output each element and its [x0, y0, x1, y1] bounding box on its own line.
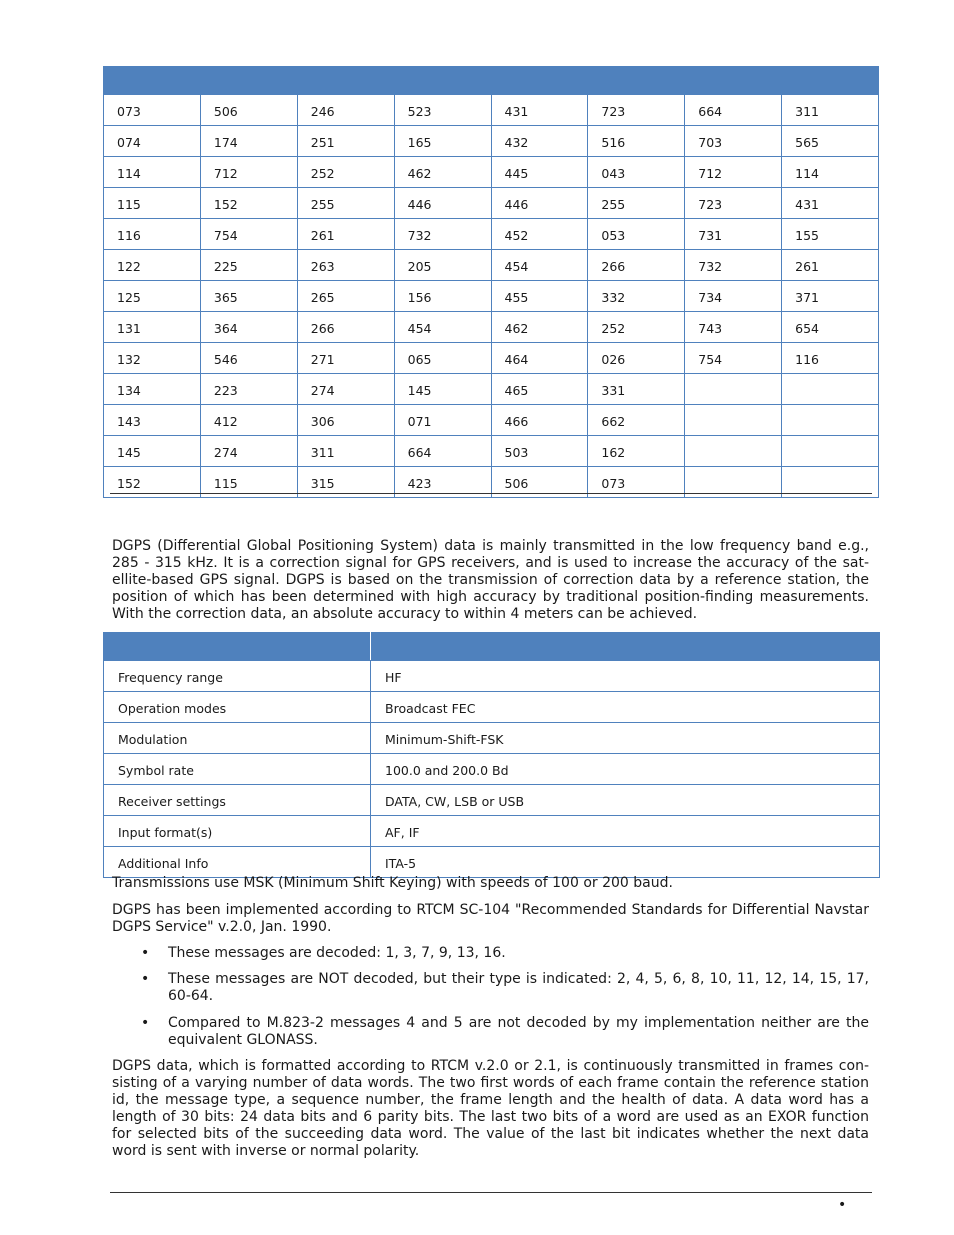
- table-cell: 261: [297, 219, 394, 250]
- table-cell: 462: [394, 157, 491, 188]
- codes-table-header-cell: [104, 67, 879, 95]
- table-cell: 134: [104, 374, 201, 405]
- table-row: [104, 405, 879, 436]
- msk-paragraph: Transmissions use MSK (Minimum Shift Keying) with speeds of 100 or 200 baud.: [112, 875, 673, 891]
- table-cell: 145: [394, 374, 491, 405]
- table-cell: 165: [394, 126, 491, 157]
- table-cell: 723: [588, 95, 685, 126]
- table-cell: 432: [491, 126, 588, 157]
- bullet-icon: •: [141, 945, 150, 961]
- table-cell: 246: [297, 95, 394, 126]
- param-label: Receiver settings: [104, 785, 371, 816]
- table-cell: 664: [394, 436, 491, 467]
- table-cell: 452: [491, 219, 588, 250]
- list-item-text: These messages are decoded: 1, 3, 7, 9, 13, 16.: [168, 945, 506, 961]
- param-value: 100.0 and 200.0 Bd: [371, 754, 880, 785]
- table-cell: 371: [782, 281, 879, 312]
- table-row: [104, 219, 879, 250]
- table-row: [104, 95, 879, 126]
- table-cell: 364: [200, 312, 297, 343]
- table-cell: 431: [782, 188, 879, 219]
- table-cell: 315: [297, 467, 394, 498]
- table-cell: 043: [588, 157, 685, 188]
- table-cell: 731: [685, 219, 782, 250]
- table-cell: 565: [782, 126, 879, 157]
- params-table-body: [104, 661, 880, 878]
- table-cell: 446: [491, 188, 588, 219]
- codes-table-header: [104, 67, 879, 95]
- param-label: Operation modes: [104, 692, 371, 723]
- rtcm-paragraph: DGPS has been implemented according to RTCM SC-104 "Recommended Standards for Differential Navstar DGPS Service" v.2.0, Jan. 1990.: [112, 902, 869, 935]
- table-cell: 662: [588, 405, 685, 436]
- table-row: [104, 281, 879, 312]
- footer-page-marker: •: [838, 1197, 847, 1213]
- section-divider: [110, 493, 872, 494]
- table-cell: 255: [297, 188, 394, 219]
- table-cell: 266: [588, 250, 685, 281]
- params-header-cell-left: [104, 633, 371, 661]
- table-cell: 073: [104, 95, 201, 126]
- codes-table: [103, 66, 879, 498]
- table-cell: 546: [200, 343, 297, 374]
- table-cell: 306: [297, 405, 394, 436]
- table-cell: 263: [297, 250, 394, 281]
- table-cell: 073: [588, 467, 685, 498]
- table-cell: 462: [491, 312, 588, 343]
- table-cell: 122: [104, 250, 201, 281]
- param-label: Symbol rate: [104, 754, 371, 785]
- table-cell: 261: [782, 250, 879, 281]
- table-row: [104, 157, 879, 188]
- table-cell: 734: [685, 281, 782, 312]
- table-cell: 516: [588, 126, 685, 157]
- bullet-icon: •: [141, 971, 150, 987]
- table-cell: 152: [104, 467, 201, 498]
- table-cell: 454: [394, 312, 491, 343]
- table-cell: 431: [491, 95, 588, 126]
- param-value: Broadcast FEC: [371, 692, 880, 723]
- table-cell: 252: [588, 312, 685, 343]
- table-cell: 156: [394, 281, 491, 312]
- table-cell: 271: [297, 343, 394, 374]
- table-cell: 506: [491, 467, 588, 498]
- table-row: [104, 785, 880, 816]
- table-cell: [782, 405, 879, 436]
- table-cell: [782, 374, 879, 405]
- table-cell: 445: [491, 157, 588, 188]
- param-value: Minimum-Shift-FSK: [371, 723, 880, 754]
- param-label: Modulation: [104, 723, 371, 754]
- params-header-cell-right: [371, 633, 880, 661]
- table-cell: 503: [491, 436, 588, 467]
- param-value: ITA-5: [371, 847, 880, 878]
- table-cell: [782, 436, 879, 467]
- param-value: HF: [371, 661, 880, 692]
- footer-divider: [110, 1192, 872, 1193]
- table-cell: 754: [685, 343, 782, 374]
- list-item: [112, 945, 869, 962]
- table-row: [104, 312, 879, 343]
- table-row: [104, 126, 879, 157]
- table-cell: 712: [200, 157, 297, 188]
- param-value: AF, IF: [371, 816, 880, 847]
- table-cell: 071: [394, 405, 491, 436]
- table-cell: 162: [588, 436, 685, 467]
- table-row: [104, 343, 879, 374]
- table-cell: [685, 374, 782, 405]
- param-value: DATA, CW, LSB or USB: [371, 785, 880, 816]
- table-row: [104, 436, 879, 467]
- table-row: [104, 692, 880, 723]
- table-row: [104, 250, 879, 281]
- table-cell: 455: [491, 281, 588, 312]
- table-row: [104, 661, 880, 692]
- table-cell: 274: [297, 374, 394, 405]
- table-row: [104, 847, 880, 878]
- table-cell: 251: [297, 126, 394, 157]
- table-row: [104, 723, 880, 754]
- table-cell: 225: [200, 250, 297, 281]
- table-cell: 132: [104, 343, 201, 374]
- table-cell: 116: [782, 343, 879, 374]
- table-cell: 065: [394, 343, 491, 374]
- param-label: Frequency range: [104, 661, 371, 692]
- table-cell: 115: [104, 188, 201, 219]
- table-cell: 754: [200, 219, 297, 250]
- table-cell: 723: [685, 188, 782, 219]
- table-cell: 155: [782, 219, 879, 250]
- params-table: [103, 632, 880, 878]
- table-cell: 115: [200, 467, 297, 498]
- table-cell: 654: [782, 312, 879, 343]
- table-cell: 125: [104, 281, 201, 312]
- codes-table-body: [104, 95, 879, 498]
- table-cell: 174: [200, 126, 297, 157]
- table-cell: 265: [297, 281, 394, 312]
- list-item-text: These messages are NOT decoded, but their type is indicated: 2, 4, 5, 6, 8, 10, 11, 12, 14, 15, 17, 60-64.: [168, 971, 869, 1004]
- bullet-icon: •: [141, 1015, 150, 1031]
- frames-paragraph: DGPS data, which is formatted according to RTCM v.2.0 or 2.1, is continuously transmitted in frames con-sisting of a varying number of data words. The two first words of each frame contain the reference station id, the message type, a sequence number, the frame length and the health of data. A data word has a length of 30 bits: 24 data bits and 6 parity bits. The last two bits of a word are used as an EXOR function for selected bits of the succeeding data word. The value of the last bit indicates whether the next data word is sent with inverse or normal polarity.: [112, 1058, 869, 1159]
- table-cell: 152: [200, 188, 297, 219]
- table-cell: 446: [394, 188, 491, 219]
- table-row: [104, 188, 879, 219]
- table-cell: 506: [200, 95, 297, 126]
- list-item-text: Compared to M.823-2 messages 4 and 5 are not decoded by my implementation neither are the equivalent GLONASS.: [168, 1015, 869, 1048]
- list-item: [112, 971, 869, 1005]
- table-cell: 464: [491, 343, 588, 374]
- table-cell: 143: [104, 405, 201, 436]
- table-row: [104, 816, 880, 847]
- table-cell: 053: [588, 219, 685, 250]
- table-cell: 454: [491, 250, 588, 281]
- table-row: [104, 754, 880, 785]
- table-cell: 274: [200, 436, 297, 467]
- table-cell: 703: [685, 126, 782, 157]
- table-cell: 026: [588, 343, 685, 374]
- table-cell: 712: [685, 157, 782, 188]
- param-label: Additional Info: [104, 847, 371, 878]
- table-cell: 205: [394, 250, 491, 281]
- table-cell: 466: [491, 405, 588, 436]
- table-cell: 131: [104, 312, 201, 343]
- table-cell: 114: [782, 157, 879, 188]
- message-list: [112, 945, 869, 1049]
- table-cell: 266: [297, 312, 394, 343]
- table-cell: 114: [104, 157, 201, 188]
- list-item: [112, 1015, 869, 1049]
- table-cell: 311: [297, 436, 394, 467]
- params-table-header: [104, 633, 880, 661]
- table-cell: 252: [297, 157, 394, 188]
- param-label: Input format(s): [104, 816, 371, 847]
- table-cell: 523: [394, 95, 491, 126]
- table-cell: 074: [104, 126, 201, 157]
- table-cell: 664: [685, 95, 782, 126]
- table-cell: 332: [588, 281, 685, 312]
- intro-paragraph: DGPS (Differential Global Positioning System) data is mainly transmitted in the low frequency band e.g., 285 - 315 kHz. It is a correction signal for GPS receivers, and is used to increase the accuracy of the sat-ellite-based GPS signal. DGPS is based on the transmission of correction data by a reference station, the position of which has been determined with high accuracy by traditional position-finding measurements. With the correction data, an absolute accuracy to within 4 meters can be achieved.: [112, 538, 869, 622]
- table-cell: 423: [394, 467, 491, 498]
- table-cell: 331: [588, 374, 685, 405]
- table-cell: 732: [685, 250, 782, 281]
- table-cell: [685, 436, 782, 467]
- table-cell: 412: [200, 405, 297, 436]
- table-cell: 145: [104, 436, 201, 467]
- table-cell: [685, 405, 782, 436]
- table-cell: 116: [104, 219, 201, 250]
- table-cell: 465: [491, 374, 588, 405]
- table-cell: 255: [588, 188, 685, 219]
- table-cell: 311: [782, 95, 879, 126]
- table-cell: 732: [394, 219, 491, 250]
- table-cell: 365: [200, 281, 297, 312]
- table-cell: 743: [685, 312, 782, 343]
- table-row: [104, 374, 879, 405]
- table-cell: 223: [200, 374, 297, 405]
